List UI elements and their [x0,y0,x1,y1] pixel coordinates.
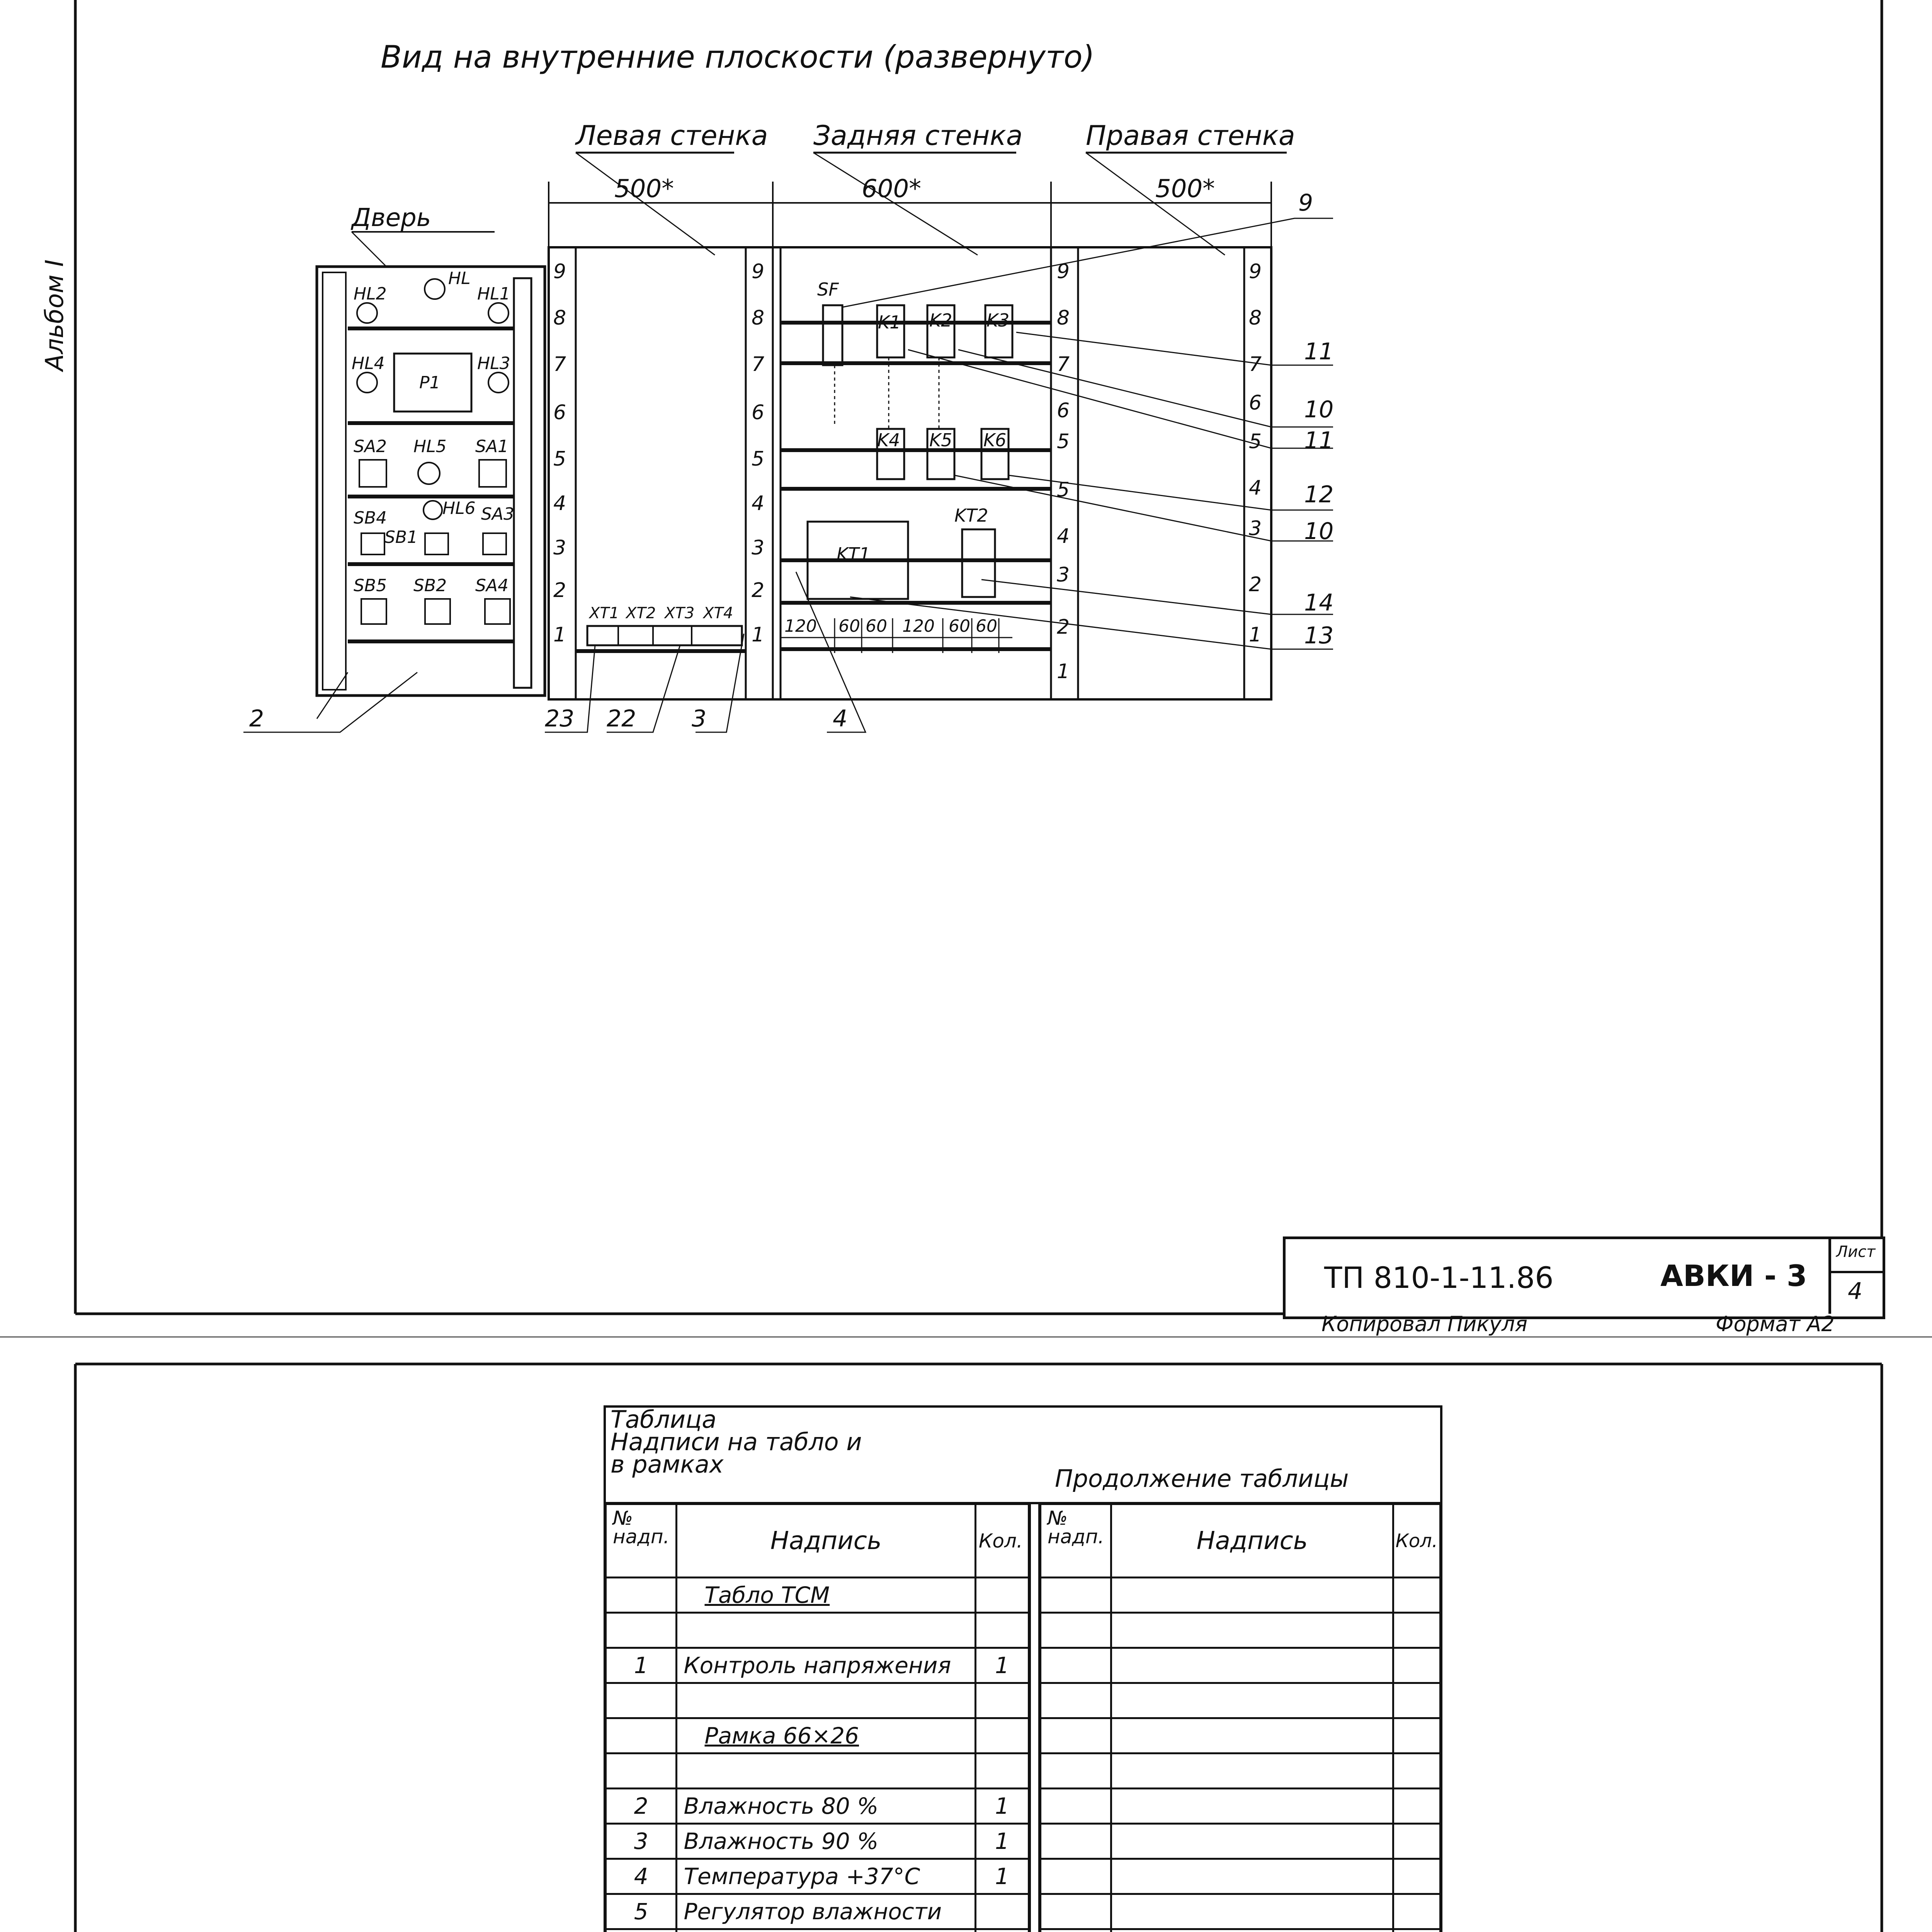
continuation-row [1041,1859,1440,1894]
cell-text: Регулятор влажности [677,1894,975,1929]
svg-text:120: 120 [902,616,935,636]
table-row [606,1789,1029,1824]
table-title [611,1405,862,1478]
svg-text:4: 4 [752,492,765,515]
continuation-cell [1041,1859,1111,1894]
cell-no [606,1929,677,1932]
svg-text:K1: K1 [878,312,901,333]
continuation-cell [1111,1824,1393,1859]
cell-qty: 1 [975,1648,1029,1683]
svg-text:11: 11 [1304,338,1334,365]
svg-text:HL: HL [448,269,471,288]
cell-qty [975,1613,1029,1648]
continuation-row [1041,1753,1440,1789]
svg-text:2: 2 [1057,616,1070,639]
cell-qty: 1 [975,1824,1029,1859]
svg-text:5: 5 [553,447,566,471]
svg-text:6: 6 [1057,399,1070,422]
svg-text:7: 7 [1057,353,1070,376]
continuation-table [1039,1503,1441,1932]
svg-text:9: 9 [1298,189,1313,216]
table-title-line-2: Надписи на табло и [611,1428,862,1456]
continuation-row [1041,1578,1440,1613]
header-qty: Кол. [975,1504,1029,1578]
svg-text:8: 8 [752,306,765,330]
svg-text:4: 4 [553,492,566,515]
cont-header-no-line-2: надп. [1048,1526,1104,1548]
cell-no: 5 [606,1894,677,1929]
table-row [606,1824,1029,1859]
svg-text:5: 5 [1057,478,1070,502]
continuation-cell [1393,1894,1440,1929]
table-title-line-1: Таблица [611,1405,717,1434]
svg-text:7: 7 [1249,353,1262,376]
svg-text:HL5: HL5 [413,437,447,456]
svg-text:8: 8 [1057,306,1070,330]
cell-text: Влажность 90 % [677,1824,975,1859]
continuation-row [1041,1718,1440,1753]
continuation-cell [1111,1789,1393,1824]
continuation-cell [1041,1648,1111,1683]
svg-text:HL4: HL4 [352,354,385,373]
cell-text [677,1683,975,1718]
svg-text:10: 10 [1304,518,1334,545]
svg-text:SA4: SA4 [475,576,509,595]
cell-no: 1 [606,1648,677,1683]
continuation-cell [1111,1613,1393,1648]
cont-header-no [1041,1504,1111,1578]
continuation-row [1041,1929,1440,1932]
cell-text: Контроль напряжения [677,1648,975,1683]
svg-text:9: 9 [1057,260,1070,283]
svg-text:KT2: KT2 [954,505,988,526]
cell-text [677,1613,975,1648]
left-width-dim: 500* [614,175,674,203]
cont-header-no-line-1: № [1048,1507,1068,1529]
sheet1-stamp [1283,1236,1885,1319]
svg-text:K6: K6 [983,430,1007,451]
svg-text:4: 4 [1057,525,1070,548]
svg-text:7: 7 [752,353,765,376]
svg-text:P1: P1 [419,373,440,393]
table-row [606,1613,1029,1648]
view-title: Вид на внутренние плоскости (развернуто) [381,39,1095,75]
table-title-line-3: в рамках [611,1450,724,1478]
door-devices [348,269,514,641]
svg-text:7: 7 [553,353,566,376]
cell-qty: 1 [975,1789,1029,1824]
continuation-cell [1111,1648,1393,1683]
continuation-cell [1393,1859,1440,1894]
back-wall-label: Задняя стенка [813,120,1023,151]
continuation-cell [1393,1753,1440,1789]
svg-text:5: 5 [1249,430,1262,453]
sheet1-doc: АВКИ - 3 [1660,1259,1807,1293]
svg-text:3: 3 [553,536,566,560]
svg-text:1: 1 [1249,623,1262,646]
continuation-cell [1041,1894,1111,1929]
continuation-cell [1393,1789,1440,1824]
continuation-cell [1041,1789,1111,1824]
svg-text:3: 3 [752,536,765,560]
svg-text:SB5: SB5 [354,576,387,595]
cell-text: Влажность 80 % [677,1789,975,1824]
svg-text:HL3: HL3 [477,354,510,373]
svg-text:60: 60 [976,616,997,636]
svg-text:XT3: XT3 [665,604,695,622]
svg-text:XT2: XT2 [626,604,656,622]
table-row [606,1753,1029,1789]
sheet1-format: Формат А2 [1716,1312,1835,1336]
continuation-cell [1041,1718,1111,1753]
labels-table [605,1503,1030,1932]
svg-text:2: 2 [752,579,765,602]
svg-text:3: 3 [1057,563,1070,587]
svg-text:10: 10 [1304,396,1334,423]
sheet1-sheet-label: Лист [1836,1243,1876,1261]
door-label: Дверь [352,204,431,232]
svg-text:K4: K4 [877,430,900,451]
svg-text:K3: K3 [986,310,1010,331]
back-width-dim: 600* [862,175,922,203]
cell-text [677,1753,975,1789]
svg-text:3: 3 [1249,517,1262,540]
cell-text: Табло ТСМ [677,1578,975,1613]
album-label: Альбом I [41,259,69,371]
cell-qty [975,1753,1029,1789]
svg-text:60: 60 [949,616,970,636]
continuation-cell [1041,1824,1111,1859]
continuation-cell [1111,1753,1393,1789]
sheet1-code: ТП 810-1-11.86 [1324,1260,1554,1295]
table-row [606,1859,1029,1894]
svg-text:SB4: SB4 [354,508,387,528]
cell-no: 2 [606,1789,677,1824]
cell-no [606,1753,677,1789]
svg-text:5: 5 [1057,430,1070,453]
svg-text:5: 5 [752,447,765,471]
cell-qty [975,1578,1029,1613]
cell-no [606,1578,677,1613]
continuation-row [1041,1683,1440,1718]
svg-text:60: 60 [866,616,887,636]
svg-text:SA3: SA3 [481,504,515,524]
svg-text:22: 22 [607,705,636,732]
header-no-line-2: надп. [613,1526,670,1548]
cell-qty [975,1718,1029,1753]
cell-no [606,1683,677,1718]
svg-text:4: 4 [833,705,848,732]
svg-text:K2: K2 [929,310,952,331]
svg-text:6: 6 [752,401,765,424]
continuation-cell [1393,1929,1440,1932]
svg-text:XT4: XT4 [703,604,733,622]
cell-text: Рамка 66×26 [677,1718,975,1753]
cell-qty [975,1894,1029,1929]
continuation-cell [1111,1718,1393,1753]
continuation-cell [1111,1578,1393,1613]
svg-text:11: 11 [1304,427,1334,454]
continuation-cell [1393,1648,1440,1683]
continuation-cell [1393,1613,1440,1648]
svg-text:2: 2 [249,705,264,732]
continuation-cell [1111,1859,1393,1894]
cell-text: Температура +37°С [677,1859,975,1894]
cont-header-text: Надпись [1111,1504,1393,1578]
continuation-cell [1111,1894,1393,1929]
continuation-cell [1393,1824,1440,1859]
sheet1-sheet-number: 4 [1848,1278,1863,1305]
svg-text:SA2: SA2 [354,437,387,456]
cont-header-qty: Кол. [1393,1504,1440,1578]
cell-no: 4 [606,1859,677,1894]
cell-no: 3 [606,1824,677,1859]
continuation-cell [1393,1683,1440,1718]
svg-text:13: 13 [1304,622,1334,649]
svg-text:1: 1 [1057,660,1070,683]
svg-text:8: 8 [553,306,566,330]
svg-text:SB2: SB2 [413,576,447,595]
svg-text:3: 3 [692,705,707,732]
header-no-line-1: № [613,1507,633,1529]
svg-text:SA1: SA1 [475,437,509,456]
cell-no [606,1613,677,1648]
continuation-title: Продолжение таблицы [1055,1464,1349,1493]
continuation-row [1041,1613,1440,1648]
left-wall-label: Левая стенка [576,120,768,151]
svg-text:HL2: HL2 [354,284,387,304]
svg-text:HL6: HL6 [442,498,476,518]
svg-text:8: 8 [1249,306,1262,330]
svg-text:K5: K5 [929,430,952,451]
svg-text:HL1: HL1 [477,284,510,304]
svg-text:1: 1 [752,623,765,646]
svg-text:SF: SF [817,279,839,300]
cell-text [677,1929,975,1932]
sheet1-copied-by: Копировал Пикуля [1321,1312,1527,1336]
continuation-row [1041,1894,1440,1929]
continuation-row [1041,1824,1440,1859]
svg-text:14: 14 [1304,589,1334,616]
table-row [606,1683,1029,1718]
svg-text:4: 4 [1249,476,1262,500]
svg-text:1: 1 [553,623,566,646]
continuation-cell [1111,1929,1393,1932]
continuation-cell [1393,1718,1440,1753]
cell-no [606,1718,677,1753]
header-text: Надпись [677,1504,975,1578]
cell-qty [975,1929,1029,1932]
table-row [606,1718,1029,1753]
cell-qty: 1 [975,1859,1029,1894]
continuation-cell [1111,1683,1393,1718]
header-no [606,1504,677,1578]
svg-text:12: 12 [1304,481,1334,508]
right-width-dim: 500* [1155,175,1215,203]
continuation-cell [1041,1929,1111,1932]
svg-text:9: 9 [1249,260,1262,283]
svg-text:9: 9 [553,260,566,283]
svg-text:XT1: XT1 [589,604,619,622]
table-row [606,1578,1029,1613]
svg-text:KT1: KT1 [837,544,871,565]
continuation-row [1041,1789,1440,1824]
continuation-cell [1041,1578,1111,1613]
continuation-cell [1393,1578,1440,1613]
svg-text:9: 9 [752,260,765,283]
continuation-cell [1041,1613,1111,1648]
svg-text:2: 2 [1249,573,1262,596]
continuation-cell [1041,1683,1111,1718]
table-row [606,1929,1029,1932]
svg-text:120: 120 [784,616,817,636]
svg-text:SB1: SB1 [384,527,418,547]
continuation-cell [1041,1753,1111,1789]
svg-text:6: 6 [1249,391,1262,415]
table-row [606,1648,1029,1683]
svg-text:23: 23 [545,705,575,732]
svg-text:6: 6 [553,401,566,424]
table-row [606,1894,1029,1929]
continuation-row [1041,1648,1440,1683]
cell-qty [975,1683,1029,1718]
svg-text:60: 60 [838,616,860,636]
right-wall-label: Правая стенка [1086,120,1295,151]
svg-text:2: 2 [553,579,566,602]
